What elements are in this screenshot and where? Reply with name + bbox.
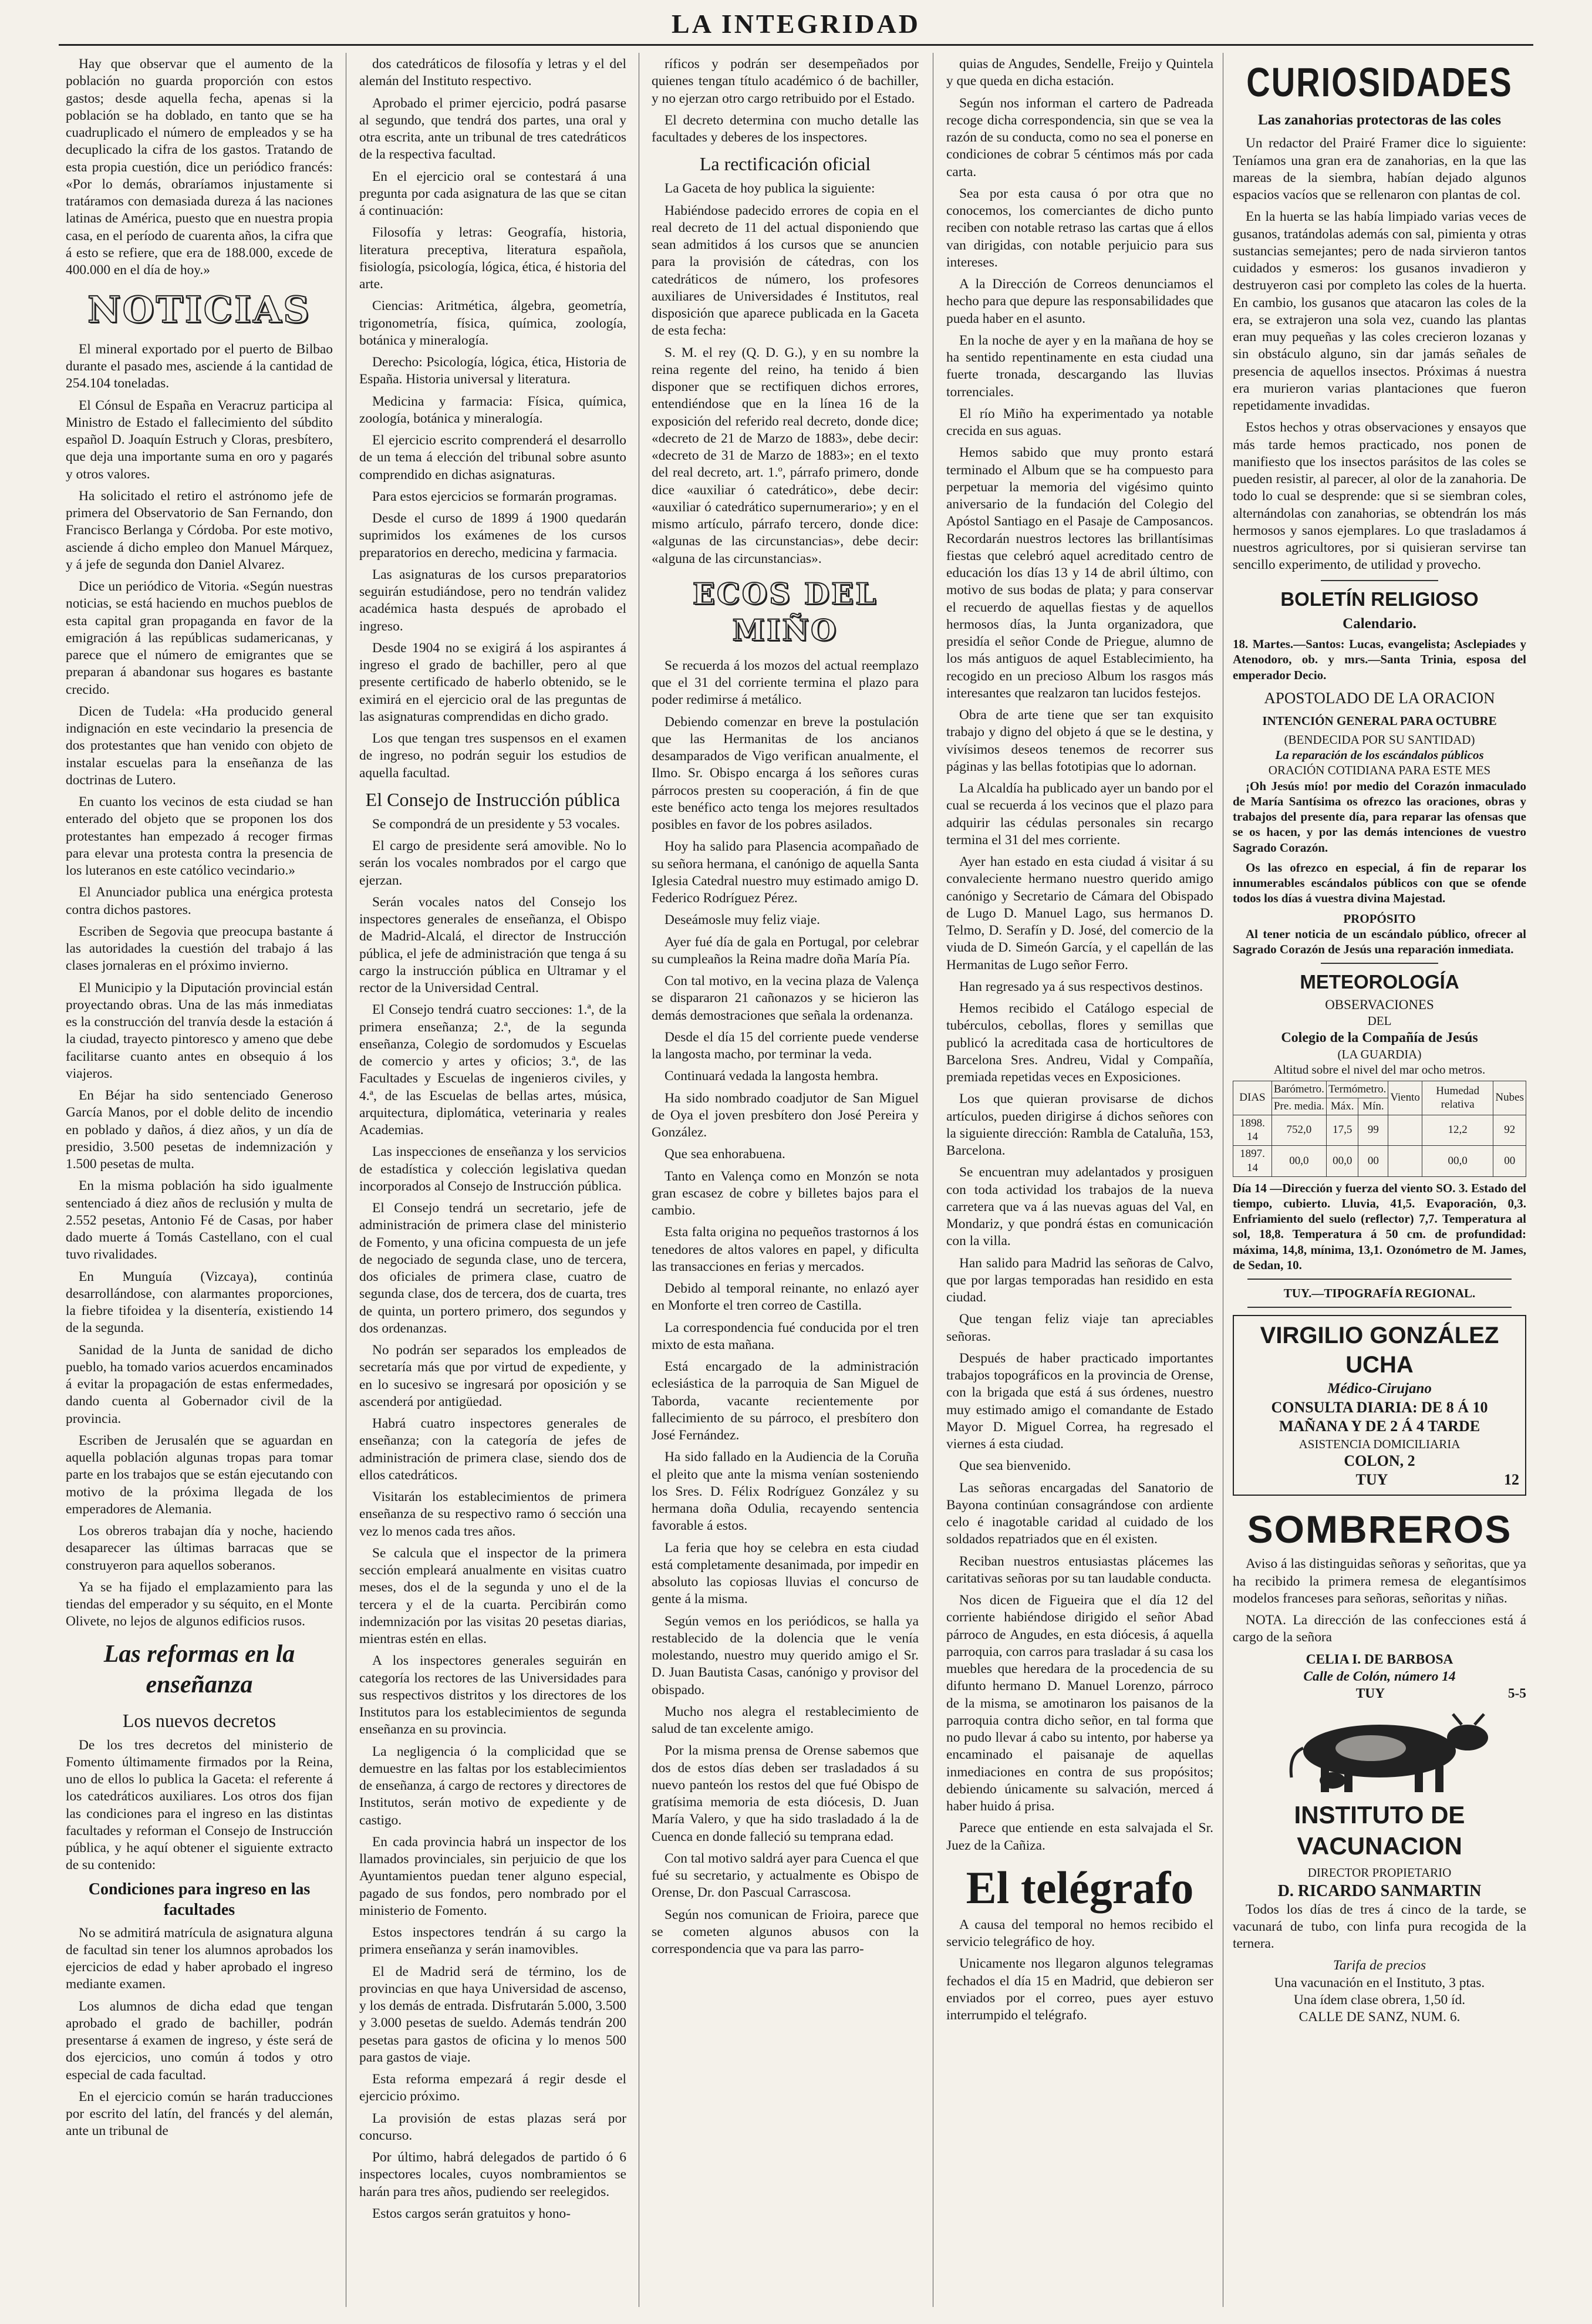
- del-label: DEL: [1367, 1014, 1392, 1028]
- article-paragraph: El de Madrid será de término, los de provincias en que haya Universidad de ascenso, y los demás de entrada. Disfrutarán 5.000, 3.500 y 3.000 pesetas de sueldo. Además tendrán 200 pesetas para gastos de oficina y lo menos 500 para gastos de viaje.: [359, 1964, 626, 2065]
- reparacion-heading: La reparación de los escándalos públicos: [1275, 748, 1484, 762]
- article-paragraph: Estos hechos y otras observaciones y ensayos que más tarde hemos practicado, nos ponen de manifiesto que los insectos parásitos de las coles se pueden resistir, al parecer, al olor de la zanahoria. De todo lo cual se desprende: que si se siembran coles, alternándolas con zanahorias, se obtendrán los más hermosos y sanos ejemplares. Lo que trasladamos á nuestros agricultores, por si quisieran servirse tan sencillo experimento, de utilidad y provecho.: [1233, 420, 1526, 573]
- article-paragraph: Estos cargos serán gratuitos y hono-: [372, 2205, 571, 2221]
- boletin-heading: BOLETÍN RELIGIOSO: [1280, 588, 1479, 610]
- section-heading-telegrafo: El telégrafo: [966, 1861, 1194, 1913]
- article-paragraph: Según vemos en los periódicos, se halla ya restablecido de la dolencia que le venía molestando, nuestro muy querido amigo el Sr. D. Juan Bautista Casas, canónigo y provisor del obispado.: [652, 1613, 919, 1698]
- article-paragraph: Debiendo comenzar en breve la postulación que las Hermanitas de los ancianos desamparados de Vigo verifican anualmente, el Ilmo. Sr. Obispo encarga á los señores curas párrocos presten su cooperación, á fin de que este benéfico acto tenga los mejores resultados posibles en favor de los pobres asilados.: [652, 714, 919, 832]
- article-paragraph: Habiéndose padecido errores de copia en el real decreto de 11 del actual disponiendo que sean admitidos á los cursos que se anuncien para la provisión de cátedras, con los catedráticos de número, los profesores auxiliares de Universidades é Institutos, real disposición que aparece publicada en la Gaceta de esta fecha:: [652, 203, 919, 339]
- article-paragraph: Estos inspectores tendrán á su cargo la primera enseñanza y serán inamovibles.: [359, 1925, 626, 1958]
- column-2: [359, 56, 626, 2304]
- article-paragraph: Las asignaturas de los cursos preparatorios seguirán estudiándose, pero no tendrán validez académica hasta después de aprobado el ingreso.: [359, 566, 626, 634]
- table-cell: 92: [1493, 1115, 1526, 1146]
- table-header: DIAS: [1233, 1081, 1272, 1115]
- article-paragraph: Las inspecciones de enseñanza y los servicios de estadística y colección legislativa quedan incorporados al Consejo de Instrucción pública.: [359, 1144, 626, 1194]
- article-paragraph: Los obreros trabajan día y noche, haciendo desaparecer las últimas barracas que se construyeron para aquellos soberanos.: [66, 1523, 333, 1573]
- guardia-label: (LA GUARDIA): [1337, 1047, 1422, 1061]
- article-paragraph: En la huerta se las había limpiado varias veces de gusanos, tratándolas además con sal, pimienta y otras sustancias semejantes; pero de nada sirvieron tantos cuidados y esmeros: los gusanos invadieron y destruyeron casi por completo las coles de la huerta. En cambio, los gusanos que atacaron las coles de la era, se extrajeron una sola vez, cuando las plantas eran muy pequeñas y las coles crecieron lozanas y sin obstáculo alguno, sin dar jamás señales de presencia de aquellos insectos. Próximas á nuestra era murieron varias plantaciones que fueron repetidamente invadidas.: [1233, 209, 1526, 413]
- article-paragraph: No podrán ser separados los empleados de secretaría más que por virtud de expediente, y en lo sucesivo se ingresará por oposición y se ascenderá por antigüedad.: [359, 1343, 626, 1409]
- proposito-text: Al tener noticia de un escándalo público, ofrecer al Sagrado Corazón de Jesús una reparación inmediata.: [1233, 926, 1526, 956]
- table-cell: 12,2: [1422, 1115, 1493, 1146]
- article-paragraph: quias de Angudes, Sendelle, Freijo y Quintela y que queda en dicha estación.: [946, 56, 1213, 89]
- table-row: [1233, 1146, 1526, 1177]
- table-cell: [1388, 1115, 1422, 1146]
- table-cell: 00,0: [1326, 1146, 1358, 1177]
- apostolado-heading: APOSTOLADO DE LA ORACION: [1264, 689, 1495, 707]
- article-paragraph: Está encargado de la administración eclesiástica de la parroquia de San Miguel de Taborda, vacante recientemente por fallecimiento de su párroco, el presbítero don José Fernández.: [652, 1359, 919, 1443]
- article-paragraph: ríficos y podrán ser desempeñados por quienes tengan título académico ó de bachiller, y no ejerzan otro cargo retribuido por el Estado.: [652, 56, 919, 106]
- article-paragraph: Visitarán los establecimientos de primera enseñanza de su respectivo ramo ó sección una vez lo menos cada tres años.: [359, 1489, 626, 1539]
- table-header: Humedad relativa: [1422, 1081, 1493, 1115]
- article-paragraph: Según nos informan el cartero de Padreada recoge dicha correspondencia, sin que se vea la razón de su conducta, como no sea el ponerse en condiciones de cobrar 5 céntimos más por cada carta.: [946, 95, 1213, 180]
- subheading-condiciones: Condiciones para ingreso en las facultades: [88, 1880, 311, 1919]
- subheading-zanahorias: Las zanahorias protectoras de las coles: [1257, 112, 1502, 128]
- table-header: Termómetro.: [1326, 1081, 1388, 1098]
- ad-role: Médico-Cirujano: [1327, 1381, 1432, 1397]
- article-paragraph: En cuanto los vecinos de esta ciudad se han enterado del objeto que se proponen los dos protestantes han empezado á recoger firmas para elevar una protesta contra la presencia de los luteranos en este católico vecindario.»: [66, 794, 333, 878]
- article-paragraph: Que sea bienvenido.: [959, 1458, 1071, 1474]
- article-paragraph: Aprobado el primer ejercicio, podrá pasarse al segundo, que tendrá dos partes, una oral y otra escrita, ante un tribunal de tres catedráticos de la respectiva facultad.: [359, 95, 626, 163]
- article-paragraph: Los alumnos de dicha edad que tengan aprobado el grado de bachiller, podrán presentarse á examen de ingreso, y éste será de dos ejercicios, uno común á todos y otro especial de cada facultad.: [66, 1998, 333, 2083]
- oracion-heading: ORACIÓN COTIDIANA PARA ESTE MES: [1268, 763, 1491, 778]
- top-rule: [59, 44, 1533, 46]
- meteo-text: Día 14 —Dirección y fuerza del viento SO. 3. Estado del tiempo, cubierto. Lluvia, 41,5. Evaporación, 0,3. Enfriamiento del suelo (reflector) 7,7. Temperatura al sol, 18,8. Temperatura á 50 cm. de profundidad: máxima, 14,8, mínima, 13,1. Ozonómetro de M. James, de Sedan, 10.: [1233, 1180, 1526, 1272]
- article-paragraph: Filosofía y letras: Geografía, historia, literatura preceptiva, literatura española, fisiología, psicología, lógica, ética, é historia del arte.: [359, 225, 626, 292]
- article-paragraph: Han salido para Madrid las señoras de Calvo, que por largas temporadas han residido en esta ciudad.: [946, 1255, 1213, 1305]
- sombreros-text: Aviso á las distinguidas señoras y señoritas, que ya ha recibido la primera remesa de elegantísimos modelos franceses para señoras, señoritas y niñas.: [1233, 1556, 1526, 1606]
- meteo-table: [1233, 1081, 1526, 1177]
- vacunacion-director: DIRECTOR PROPIETARIO: [1307, 1866, 1452, 1880]
- tarifa-line: Una vacunación en el Instituto, 3 ptas.: [1274, 1975, 1485, 1991]
- article-paragraph: Tanto en Valença como en Monzón se nota gran escasez de cobre y billetes bajos para el cambio.: [652, 1168, 919, 1218]
- intencion-heading: INTENCIÓN GENERAL PARA OCTUBRE: [1262, 713, 1497, 728]
- article-paragraph: Dicen de Tudela: «Ha producido general indignación en este vecindario la presencia de dos protestantes que han venido con objeto de instalar escuelas para la enseñanza de las doctrinas de Lutero.: [66, 703, 333, 788]
- article-paragraph: Hay que observar que el aumento de la población no guarda proporción con estos gastos; desde aquella fecha, apenas si la población se ha doblado, en tanto que se ha cuadruplicado el número de empleados y se ha decuplicado la cifra de los gastos. Tratando de esta propia cuestión, dice un periódico francés: «Por lo demás, obraríamos injustamente si tratáramos con demasiada dureza á las naciones latinas de América, puesto que en nuestra propia casa, en el período de cuarenta años, la cifra que á esto se refiere, que era de 188.000, excede de 400.000 en el día de hoy.»: [66, 56, 333, 278]
- article-paragraph: En la misma población ha sido igualmente sentenciado á diez años de reclusión y multa de 2.552 pesetas, Antonio Fé de Casas, por haber dado muerte á Tomás Castellano, con el cual tuvo rivalidades.: [66, 1178, 333, 1263]
- article-paragraph: Los que quieran provisarse de dichos artículos, pueden dirigirse á dichos señores con la siguiente dirección: Rambla de Cataluña, 153, Barcelona.: [946, 1091, 1213, 1158]
- subheading-consejo: El Consejo de Instrucción pública: [365, 788, 620, 810]
- table-header: Viento: [1388, 1081, 1422, 1115]
- article-paragraph: En Béjar ha sido sentenciado Generoso García Manos, por el doble delito de incendio en poblado y daños, á diez años, y un día de presidio, 3.500 pesetas de indemnización y 1.500 pesetas de multa.: [66, 1088, 333, 1172]
- proposito-heading: PROPÓSITO: [1343, 911, 1416, 926]
- article-paragraph: De los tres decretos del ministerio de Fomento últimamente firmados por la Reina, uno de ellos lo publica la Gaceta: el referente á los catedráticos auxiliares. Los otros dos fijan las condiciones para el ingreso en las distintas facultades y reforman el Consejo de Instrucción pública, y he aquí obtener el siguiente extracto de su contenido:: [66, 1737, 333, 1873]
- table-subheader: Máx.: [1326, 1098, 1358, 1115]
- article-paragraph: La Alcaldía ha publicado ayer un bando por el cual se recuerda á los vecinos que el plazo para adquirir las cédulas personales sin recargo termina el 31 del mes corriente.: [946, 781, 1213, 848]
- sombreros-nota: NOTA. La dirección de las confecciones está á cargo de la señora: [1233, 1613, 1526, 1645]
- article-paragraph: Ciencias: Aritmética, álgebra, geometría, trigonometría, física, química, zoología, botánica y mineralogía.: [359, 298, 626, 348]
- oracion-text: ¡Oh Jesús mío! por medio del Corazón inmaculado de María Santísima os ofrezco las oraciones, obras y trabajos del presente día, para reparar las ofensas que se os hacen, y por las demás intenciones de vuestro Sagrado Corazón.: [1233, 778, 1526, 855]
- article-paragraph: El río Miño ha experimentado ya notable crecida en sus aguas.: [946, 406, 1213, 439]
- table-row: [1233, 1115, 1526, 1146]
- vacunacion-address: CALLE DE SANZ, NUM. 6.: [1298, 2009, 1461, 2025]
- article-paragraph: Ha solicitado el retiro el astrónomo jefe de primera del Observatorio de San Fernando, don Francisco Berlanga y Córdoba. Por este motivo, asciende á dicho empleo don Manuel Márquez, y á jefe de segunda don Daniel Alvarez.: [66, 488, 333, 572]
- tarifa-line: Una ídem clase obrera, 1,50 íd.: [1293, 1992, 1466, 2008]
- article-paragraph: Para estos ejercicios se formarán programas.: [372, 488, 617, 504]
- divider: [1247, 1279, 1512, 1280]
- article-paragraph: Mucho nos alegra el restablecimiento de salud de tan excelente amigo.: [652, 1704, 919, 1736]
- column-3: [652, 56, 919, 2304]
- article-paragraph: Hemos sabido que muy pronto estará terminado el Album que se ha compuesto para perpetuar la memoria del vigésimo quinto aniversario de la fundación del Colegio del Apóstol Santiago en el Pasaje de Camposancos. Recordarán nuestros lectores las brillantísimas fiestas que celebró aquel acreditado centro de educación los días 13 y 14 de abril último, con motivo de sus bodas de plata; y para conservar el recuerdo de aquellas fiestas y de aquellos hermosos días, la Junta organizadora, que presidía el señor Conde de Priegue, alumno de los más antiguos de aquel Establecimiento, ha recogido en un precioso Album los rasgos más interesantes que realzaron tan lucidos festejos.: [946, 445, 1213, 701]
- article-paragraph: En Munguía (Vizcaya), continúa desarrollándose, con alarmantes proporciones, la fiebre tifoidea y la disentería, existiendo 14 de la segunda.: [66, 1269, 333, 1336]
- article-paragraph: Ayer han estado en esta ciudad á visitar á su convaleciente hermano nuestro querido amigo canónigo y Secretario de Cámara del Obispado de Lugo D. Manuel Lago, sus hermanos D. Telmo, D. Serafín y D. José, del comercio de la viuda de D. Simeón García, y el capellán de las Hermanitas de Lugo señor Ferro.: [946, 854, 1213, 973]
- article-paragraph: Escriben de Jerusalén que se aguardan en aquella población algunas tropas para tomar parte en los trabajos que se están ejecutando con motivo de la próxima llegada de los emperadores de Alemania.: [66, 1432, 333, 1517]
- article-paragraph: A los inspectores generales seguirán en categoría los rectores de las Universidades para sus respectivos distritos y los directores de los Institutos para los establecimientos de segunda enseñanza en su provincia.: [359, 1653, 626, 1738]
- article-paragraph: En cada provincia habrá un inspector de los llamados provinciales, sin perjuicio de que los Ayuntamientos puedan tener alguno especial, pagado de sus fondos, pero nombrado por el ministerio de Fomento.: [359, 1834, 626, 1918]
- article-paragraph: En el ejercicio oral se contestará á una pregunta por cada asignatura de las que se citan á continuación:: [359, 168, 626, 218]
- article-paragraph: Por último, habrá delegados de partido ó 6 inspectores locales, cuyos nombramientos se harán para tres años, pudiendo ser reelegidos.: [359, 2150, 626, 2200]
- calendario-text: 18. Martes.—Santos: Lucas, evangelista; Asclepiades y Atenodoro, ob. y mrs.—Santa Trinia, esposa del emperador Decio.: [1233, 637, 1526, 682]
- article-paragraph: Según nos comunican de Frioira, parece que se cometen algunos abusos con la correspondencia que va para las parro-: [652, 1907, 919, 1957]
- article-paragraph: Se calcula que el inspector de la primera sección empleará anualmente en visitas cuatro meses, dos el de la segunda y uno el de la tercera y el de la cuarta. Percibirán como indemnización por las visitas 20 pesetas diarias, mientras estén en ellas.: [359, 1545, 626, 1647]
- article-paragraph: Obra de arte tiene que ser tan exquisito trabajo y digno del objeto á que se le destina, y vivísimos deseos tenemos de recorrer sus páginas y las bellas fototipias que lo adornan.: [946, 707, 1213, 774]
- calendario-heading: Calendario.: [1343, 615, 1416, 632]
- article-paragraph: Ya se ha fijado el emplazamiento para las tiendas del emperador y su séquito, en el Monte Olivete, no lejos de algunos edificios rusos.: [66, 1579, 333, 1630]
- article-paragraph: Por la misma prensa de Orense sabemos que dos de estos días deben ser trasladados á su nuevo panteón los restos del que fué Obispo de gratísima memoria de esta diócesis, D. Juan María Valero, y que ha sido trasladado á la de Cuenca en donde falleció su temprana edad.: [652, 1743, 919, 1844]
- vacunacion-text: Todos los días de tres á cinco de la tarde, se vacunará de tubo, con linfa pura recogida de la ternera.: [1233, 1901, 1526, 1951]
- subheading-rectificacion: La rectificación oficial: [699, 153, 871, 175]
- article-paragraph: En el ejercicio común se harán traducciones por escrito del latín, del francés y del alemán, ante un tribunal de: [66, 2089, 333, 2139]
- table-cell: 99: [1358, 1115, 1388, 1146]
- section-heading-noticias: NOTICIAS: [87, 288, 312, 332]
- article-paragraph: Ha sido nombrado coadjutor de San Miguel de Oya el joven presbítero don José Pereira y González.: [652, 1090, 919, 1140]
- observaciones-heading: OBSERVACIONES: [1325, 997, 1434, 1012]
- article-paragraph: Después de haber practicado importantes trabajos topográficos en la provincia de Orense, con la brigada que está á sus órdenes, nuestro muy estimado amigo el comandante de Estado Mayor D. Miguel Correa, ha regresado el viernes á esta ciudad.: [946, 1350, 1213, 1452]
- cow-illustration-icon: [1256, 1707, 1503, 1795]
- article-paragraph: Hemos recibido el Catálogo especial de tubérculos, cebollas, flores y semillas que publicó la acreditada casa de horticultores de Barcelona Sres. Andreu, Vidal y Compañía, premiada repetidas veces en Exposiciones.: [946, 1001, 1213, 1085]
- article-paragraph: Que tengan feliz viaje tan apreciables señoras.: [946, 1311, 1213, 1344]
- article-paragraph: Desde 1904 no se exigirá á los aspirantes á ingreso el grado de bachiller, pero al que presente certificado de haberlo obtenido, se le eximirá en el ejercicio oral de las preguntas de las asignaturas comprendidas en dicho grado.: [359, 640, 626, 724]
- divider: [1321, 963, 1438, 964]
- oracion-text-2: Os las ofrezco en especial, á fin de reparar los innumerables escándalos públicos con que se ofende todos los días á vuestra divina Majestad.: [1233, 860, 1526, 906]
- article-paragraph: Se encuentran muy adelantados y prosiguen con toda actividad los trabajos de la nueva carretera que va á las nuevas aguas del Val, en Mondariz, y que pondrá éstas en comunicación con la villa.: [946, 1165, 1213, 1249]
- ad-name: VIRGILIO GONZÁLEZ UCHA: [1260, 1323, 1499, 1378]
- article-paragraph: El Consejo tendrá cuatro secciones: 1.ª, de la primera enseñanza; 2.ª, de la segunda enseñanza, Colegio de sordomudos y Escuelas de comercio y artes y oficios; 3.ª, de las Facultades y Escuelas de ingenieros civiles, y 4.ª, de las Escuelas de bellas artes, música, arquitectura, diplomática, veterinaria y reales Academias.: [359, 1002, 626, 1138]
- table-cell: 00,0: [1422, 1146, 1493, 1177]
- article-paragraph: Escriben de Segovia que preocupa bastante á las autoridades la cuestión del trabajo á las clases jornaleras en el próximo invierno.: [66, 923, 333, 974]
- article-paragraph: Que sea enhorabuena.: [665, 1146, 785, 1162]
- article-paragraph: Un redactor del Prairé Framer dice lo siguiente: Teníamos una gran era de zanahorias, en la que las mareas de la siembra, habían dejado algunos espacios vacíos que se rellenaron con plantas de col.: [1233, 136, 1526, 203]
- article-paragraph: dos catedráticos de filosofía y letras y el del alemán del Instituto respectivo.: [359, 56, 626, 89]
- ad-city: TUY 12: [1355, 1471, 1519, 1489]
- sombreros-city: TUY 5-5: [1355, 1686, 1526, 1701]
- article-paragraph: Derecho: Psicología, lógica, ética, Historia de España. Historia universal y literatura.: [359, 355, 626, 387]
- article-paragraph: Las señoras encargadas del Sanatorio de Bayona continúan consagrándose con ardiente celo é inagotable caridad al cuidado de los soldados repatriados que en él existen.: [946, 1480, 1213, 1547]
- article-paragraph: Esta reforma empezará á regir desde el ejercicio próximo.: [359, 2072, 626, 2104]
- article-paragraph: Ha sido fallado en la Audiencia de la Coruña el pleito que ante la misma venían sosteniendo los Sres. D. Félix Rodríguez González y su hermana doña Odulia, recayendo sentencia favorable á estos.: [652, 1449, 919, 1534]
- article-paragraph: Dice un periódico de Vitoria. «Según nuestras noticias, se está haciendo en muchos pueblos de esta capital gran propaganda en favor de la emigración á las repúblicas sudamericanas, y parece que el número de emigrantes que se preparan á abandonar sus hogares es bastante crecido.: [66, 579, 333, 697]
- article-paragraph: Se compondrá de un presidente y 53 vocales.: [372, 816, 620, 832]
- article-paragraph: Unicamente nos llegaron algunos telegramas fechados el día 15 en Madrid, que debieron ser enviados por el correo, pues ayer estuvo interrumpido el telégrafo.: [946, 1956, 1213, 2023]
- table-cell: 17,5: [1326, 1115, 1358, 1146]
- article-paragraph: Deseámosle muy feliz viaje.: [665, 912, 820, 928]
- article-paragraph: Continuará vedada la langosta hembra.: [665, 1068, 879, 1084]
- article-paragraph: Reciban nuestros entusiastas plácemes las caritativas señoras por su tan laudable conducta.: [946, 1553, 1213, 1586]
- intencion-sub: (BENDECIDA POR SU SANTIDAD): [1284, 732, 1475, 747]
- article-paragraph: La provisión de estas plazas será por concurso.: [359, 2110, 626, 2143]
- article-paragraph: El cargo de presidente será amovible. No lo serán los vocales nombrados por el cargo que ejerzan.: [359, 838, 626, 888]
- ad-street: COLON, 2: [1344, 1452, 1415, 1469]
- article-paragraph: El Municipio y la Diputación provincial están proyectando obras. Una de las más inmediatas es la construcción del tranvía desde la estación á la ciudad, trayecto pintoresco y ameno que debe facilitarse cuanto antes en obsequio á los viajeros.: [66, 980, 333, 1081]
- table-header: Barómetro.: [1271, 1081, 1326, 1098]
- article-paragraph: El Consejo tendrá un secretario, jefe de administración de primera clase del ministerio de Fomento, y una oficina compuesta de un jefe de negociado de segunda clase, uno de tercera, dos oficiales de primera clase, cuatro de segunda clase, dos de tercera, dos de cuarta, tres de quinta, un portero primero, dos segundos y dos ordenanzas.: [359, 1200, 626, 1336]
- table-cell: 00: [1493, 1146, 1526, 1177]
- table-cell: 00,0: [1271, 1146, 1326, 1177]
- article-paragraph: Desde el curso de 1899 á 1900 quedarán suprimidos los exámenes de los cursos preparatorios en derecho, medicina y farmacia.: [359, 511, 626, 561]
- table-subheader: Pre. media.: [1271, 1098, 1326, 1115]
- ad-dom: ASISTENCIA DOMICILIARIA: [1298, 1436, 1461, 1451]
- table-subheader: Mín.: [1358, 1098, 1388, 1115]
- article-paragraph: Se recuerda á los mozos del actual reemplazo que el 31 del corriente termina el plazo para poder redimirse á metálico.: [652, 657, 919, 708]
- meteorologia-heading: METEOROLOGÍA: [1300, 971, 1459, 993]
- tarifa-heading: Tarifa de precios: [1333, 1958, 1426, 1974]
- sombreros-name: CELIA I. DE BARBOSA: [1306, 1651, 1453, 1667]
- article-paragraph: Nos dicen de Figueira que el día 12 del corriente habiéndose dirigido el señor Abad párroco de Angudes, en esta diócesis, á aquella parroquia, con carros para trasladar á su casa los muebles que heredara de la procedencia de su difunto hermano D. Manuel Lorenzo, párroco de la misma, se amotinaron los paisanos de la parroquia contra dicho señor, en tal forma que no pudo llevar á cabo su intento, por haberse ya encaminado el paisanaje de aquellas inmediaciones en contra de sus propósitos; debiendo únicamente su salvación, merced á haber huido á prisa.: [946, 1593, 1213, 1814]
- article-paragraph: Habrá cuatro inspectores generales de enseñanza; con la categoría de jefes de administración de primera clase, siendo dos de ellos catedráticos.: [359, 1416, 626, 1483]
- article-paragraph: La correspondencia fué conducida por el tren mixto de esta mañana.: [652, 1320, 919, 1352]
- column-4: [946, 56, 1213, 2304]
- sombreros-heading: SOMBREROS: [1247, 1507, 1512, 1551]
- article-paragraph: Serán vocales natos del Consejo los inspectores generales de enseñanza, el Obispo de Madrid-Alcalá, el director de Instrucción pública, el jefe de administración que tenga á su cargo la instrucción pública en Ultramar y el rector de la Universidad Central.: [359, 894, 626, 996]
- article-paragraph: En la noche de ayer y en la mañana de hoy se ha sentido repentinamente en esta ciudad una fuerte tronada, descargando las lluvias torrenciales.: [946, 332, 1213, 400]
- ad-hours: CONSULTA DIARIA: DE 8 Á 10 MAÑANA Y DE 2 Á 4 TARDE: [1271, 1398, 1488, 1435]
- article-paragraph: La feria que hoy se celebra en esta ciudad está completamente desanimada, por impedir en absoluto las copiosas lluvias el concurso de gente á la misma.: [652, 1540, 919, 1607]
- article-paragraph: La negligencia ó la complicidad que se demuestre en las faltas por los establecimientos de enseñanza, á cargo de rectores y directores de Institutos, serán motivo de expediente y de castigo.: [359, 1743, 626, 1828]
- section-heading-ecos: ECOS DEL MIÑO: [692, 576, 878, 648]
- imprenta-label: TUY.—TIPOGRAFÍA REGIONAL.: [1283, 1286, 1476, 1300]
- table-cell: 1897. 14: [1233, 1146, 1272, 1177]
- article-paragraph: La Gaceta de hoy publica la siguiente:: [665, 181, 875, 197]
- article-paragraph: A la Dirección de Correos denunciamos el hecho para que depure las responsabilidades que pueda haber en el asunto.: [946, 276, 1213, 326]
- table-cell: 00: [1358, 1146, 1388, 1177]
- article-paragraph: El Anunciador publica una enérgica protesta contra dichos pastores.: [66, 885, 333, 918]
- article-paragraph: Hoy ha salido para Plasencia acompañado de su señora hermana, el canónigo de aquella Santa Iglesia Catedral nuestro muy estimado amigo D. Federico Rodríguez Pérez.: [652, 839, 919, 906]
- section-heading-curiosidades: CURIOSIDADES: [1246, 59, 1513, 105]
- altitud-label: Altitud sobre el nivel del mar ocho metros.: [1273, 1062, 1486, 1077]
- article-paragraph: A causa del temporal no hemos recibido el servicio telegráfico de hoy.: [946, 1917, 1213, 1949]
- article-paragraph: El ejercicio escrito comprenderá el desarrollo de un tema á elección del tribunal sobre asunto comprendido en dichas asignaturas.: [359, 433, 626, 483]
- article-paragraph: Parece que entiende en esta salvajada el Sr. Juez de la Cañiza.: [946, 1820, 1213, 1853]
- article-paragraph: Debido al temporal reinante, no enlazó ayer en Monforte el tren correo de Castilla.: [652, 1281, 919, 1314]
- article-paragraph: El mineral exportado por el puerto de Bilbao durante el pasado mes, asciende á la cantidad de 254.104 toneladas.: [66, 341, 333, 392]
- article-paragraph: S. M. el rey (Q. D. G.), y en su nombre la reina regente del reino, ha tenido á bien disponer que se rectifiquen dichos errores, entendiéndose que en la línea 16 de la exposición del referido real decreto, donde dice; «decreto de 21 de Marzo de 1883», debe decir: «decreto de 31 de Marzo de 1883»; en el texto del real decreto, art. 1.º, párrafo primero, donde dice «auxiliar ó catedrático», debe decir: «auxiliar ó catedrático supernumerario»; y en el mismo artículo, párrafo tercero, donde dice: «algunas de las circunstancias», debe decir: «alguna de las circunstancias».: [652, 345, 919, 566]
- article-paragraph: No se admitirá matrícula de asignatura alguna de facultad sin tener los alumnos aprobados los ejercicios de edad y haber aprobado el ingreso mediante examen.: [66, 1925, 333, 1992]
- vacunacion-heading: INSTITUTO DE VACUNACION: [1294, 1801, 1465, 1860]
- masthead: LA INTEGRIDAD: [672, 9, 920, 39]
- article-paragraph: Esta falta origina no pequeños trastornos á los tenedores de altos valores en papel, y dificulta las transacciones en ferias y mercados.: [652, 1225, 919, 1274]
- divider: [1321, 580, 1438, 581]
- article-paragraph: Los que tengan tres suspensos en el examen de ingreso, no podrán seguir los estudios de aquella facultad.: [359, 731, 626, 781]
- colegio-heading: Colegio de la Compañía de Jesús: [1281, 1030, 1478, 1045]
- article-paragraph: Desde el día 15 del corriente puede venderse la langosta macho, por terminar la veda.: [652, 1029, 919, 1062]
- article-paragraph: Medicina y farmacia: Física, química, zoología, botánica y mineralogía.: [359, 393, 626, 426]
- ad-virgilio: [1233, 1315, 1526, 1496]
- vacunacion-name: D. RICARDO SANMARTIN: [1277, 1881, 1482, 1900]
- section-heading-reformas: Las reformas en la enseñanza: [103, 1640, 295, 1698]
- article-paragraph: Con tal motivo saldrá ayer para Cuenca el que fué su secretario, y actualmente es Obispo de Orense, Dr. don Pascual Carrascosa.: [652, 1850, 919, 1901]
- table-cell: [1388, 1146, 1422, 1177]
- table-cell: 752,0: [1271, 1115, 1326, 1146]
- article-paragraph: Con tal motivo, en la vecina plaza de Valença se dispararon 21 cañonazos y se hicieron las demás demostraciones que señala la ordenanza.: [652, 973, 919, 1023]
- article-paragraph: El decreto determina con mucho detalle las facultades y deberes de los inspectores.: [652, 112, 919, 145]
- column-1: [66, 56, 333, 2304]
- article-paragraph: El Cónsul de España en Veracruz participa al Ministro de Estado el fallecimiento del súbdito español D. Joaquín Estruch y Cloras, presbítero, que deja una importante suma en oro y pagarés y otros valores.: [66, 397, 333, 482]
- article-paragraph: Sea por esta causa ó por otra que no conocemos, los comerciantes de dicho punto reciben con notable retraso las cartas que á ellos van dirigidas, con notable perjuicio para sus intereses.: [946, 185, 1213, 270]
- table-cell: 1898. 14: [1233, 1115, 1272, 1146]
- table-header: Nubes: [1493, 1081, 1526, 1115]
- subheading-decretos: Los nuevos decretos: [122, 1709, 276, 1731]
- article-paragraph: Sanidad de la Junta de sanidad de dicho pueblo, ha tomado varios acuerdos encaminados á evitar la propagación de estas enfermedades, dando cuenta al Gobernador civil de la provincia.: [66, 1342, 333, 1426]
- article-paragraph: Han regresado ya á sus respectivos destinos.: [959, 979, 1203, 994]
- sombreros-addr: Calle de Colón, número 14: [1303, 1668, 1456, 1684]
- column-5: [1233, 56, 1526, 2304]
- article-paragraph: Ayer fué día de gala en Portugal, por celebrar su cumpleaños la Reina madre doña María Pía.: [652, 934, 919, 967]
- divider: [1247, 1307, 1512, 1308]
